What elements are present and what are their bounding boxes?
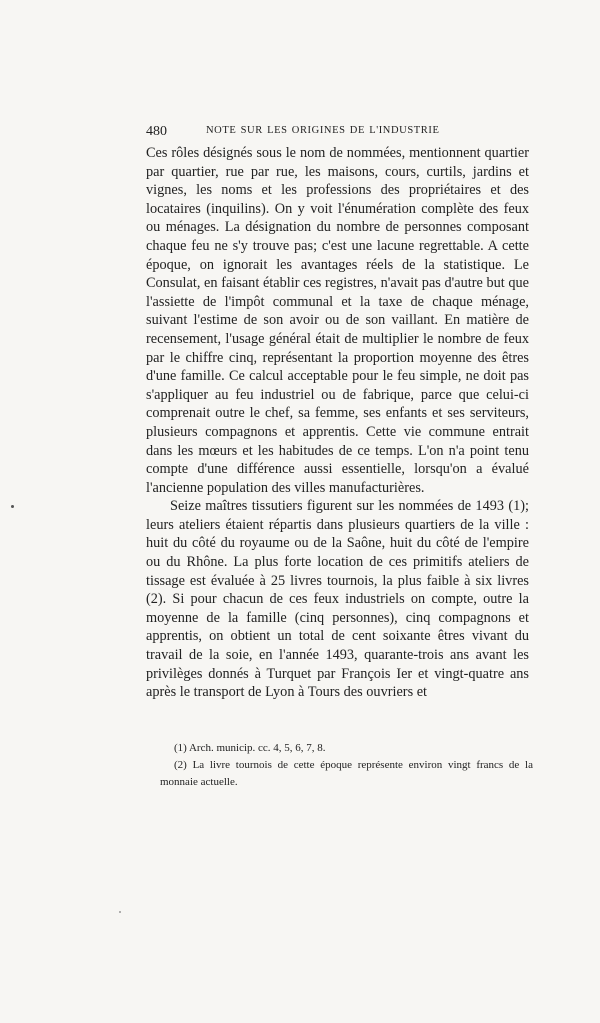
running-head: NOTE SUR LES ORIGINES DE L'INDUSTRIE (206, 125, 440, 136)
page-header (146, 124, 529, 142)
paragraph: Ces rôles désignés sous le nom de nommées, mentionnent quartier par quartier, rue par rue, les maisons, cours, curtils, jardins et vignes, les noms et les professions des propriétaires et des locataires (inquilins). On y voit l'énumération complète des feux ou ménages. La désignation du nombre de personnes composant chaque feu ne s'y trouve pas; c'est une lacune regrettable. A cette époque, on ignorait les avantages réels de la statistique. Le Consulat, en faisant établir ces registres, n'avait pas d'autre but que l'assiette de l'impôt communal et la taxe de chaque ménage, suivant l'estime de son avoir ou de son vaillant. En matière de recensement, l'usage général était de multiplier le nombre de feux par le chiffre cinq, représentant la proportion moyenne des êtres d'une famille. Ce calcul acceptable pour le feu simple, ne doit pas s'appliquer au feu industriel ou de fabrique, parce que celui-ci comprenait outre le chef, sa femme, ses enfants et ses serviteurs, plusieurs compagnons et apprentis. Cette vie commune entrait dans les mœurs et les habitudes de ce temps. L'on n'a point tenu compte d'une différence aussi essentielle, lorsqu'on a évalué l'ancienne population des villes manufacturières. (146, 145, 529, 496)
paragraph: Seize maîtres tissutiers figurent sur les nommées de 1493 (1); leurs ateliers étaient répartis dans plusieurs quartiers de la ville : huit du côté du royaume ou de la Saône, huit du côté de l'empire ou du Rhône. La plus forte location de ces primitifs ateliers de tissage est évaluée à 25 livres tournois, la plus faible à six livres (2). Si pour chacun de ces feux industriels on compte, outre la moyenne de la famille (cinq personnes), cinq compagnons et apprentis, on obtient un total de cent soixante êtres vivant du travail de la soie, en l'année 1493, quarante-trois ans avant les privilèges donnés à Turquet par François Ier et vingt-quatre ans après le transport de Lyon à Tours des ouvriers et (146, 498, 529, 701)
footnote: (1) Arch. municip. cc. 4, 5, 6, 7, 8. (174, 742, 326, 754)
page-number: 480 (146, 124, 167, 139)
body-text (146, 144, 529, 702)
footnotes (160, 740, 533, 791)
ink-speck (119, 911, 121, 913)
ink-speck (11, 505, 14, 508)
footnote: (2) La livre tournois de cette époque représente environ vingt francs de la monnaie actuelle. (160, 759, 533, 788)
